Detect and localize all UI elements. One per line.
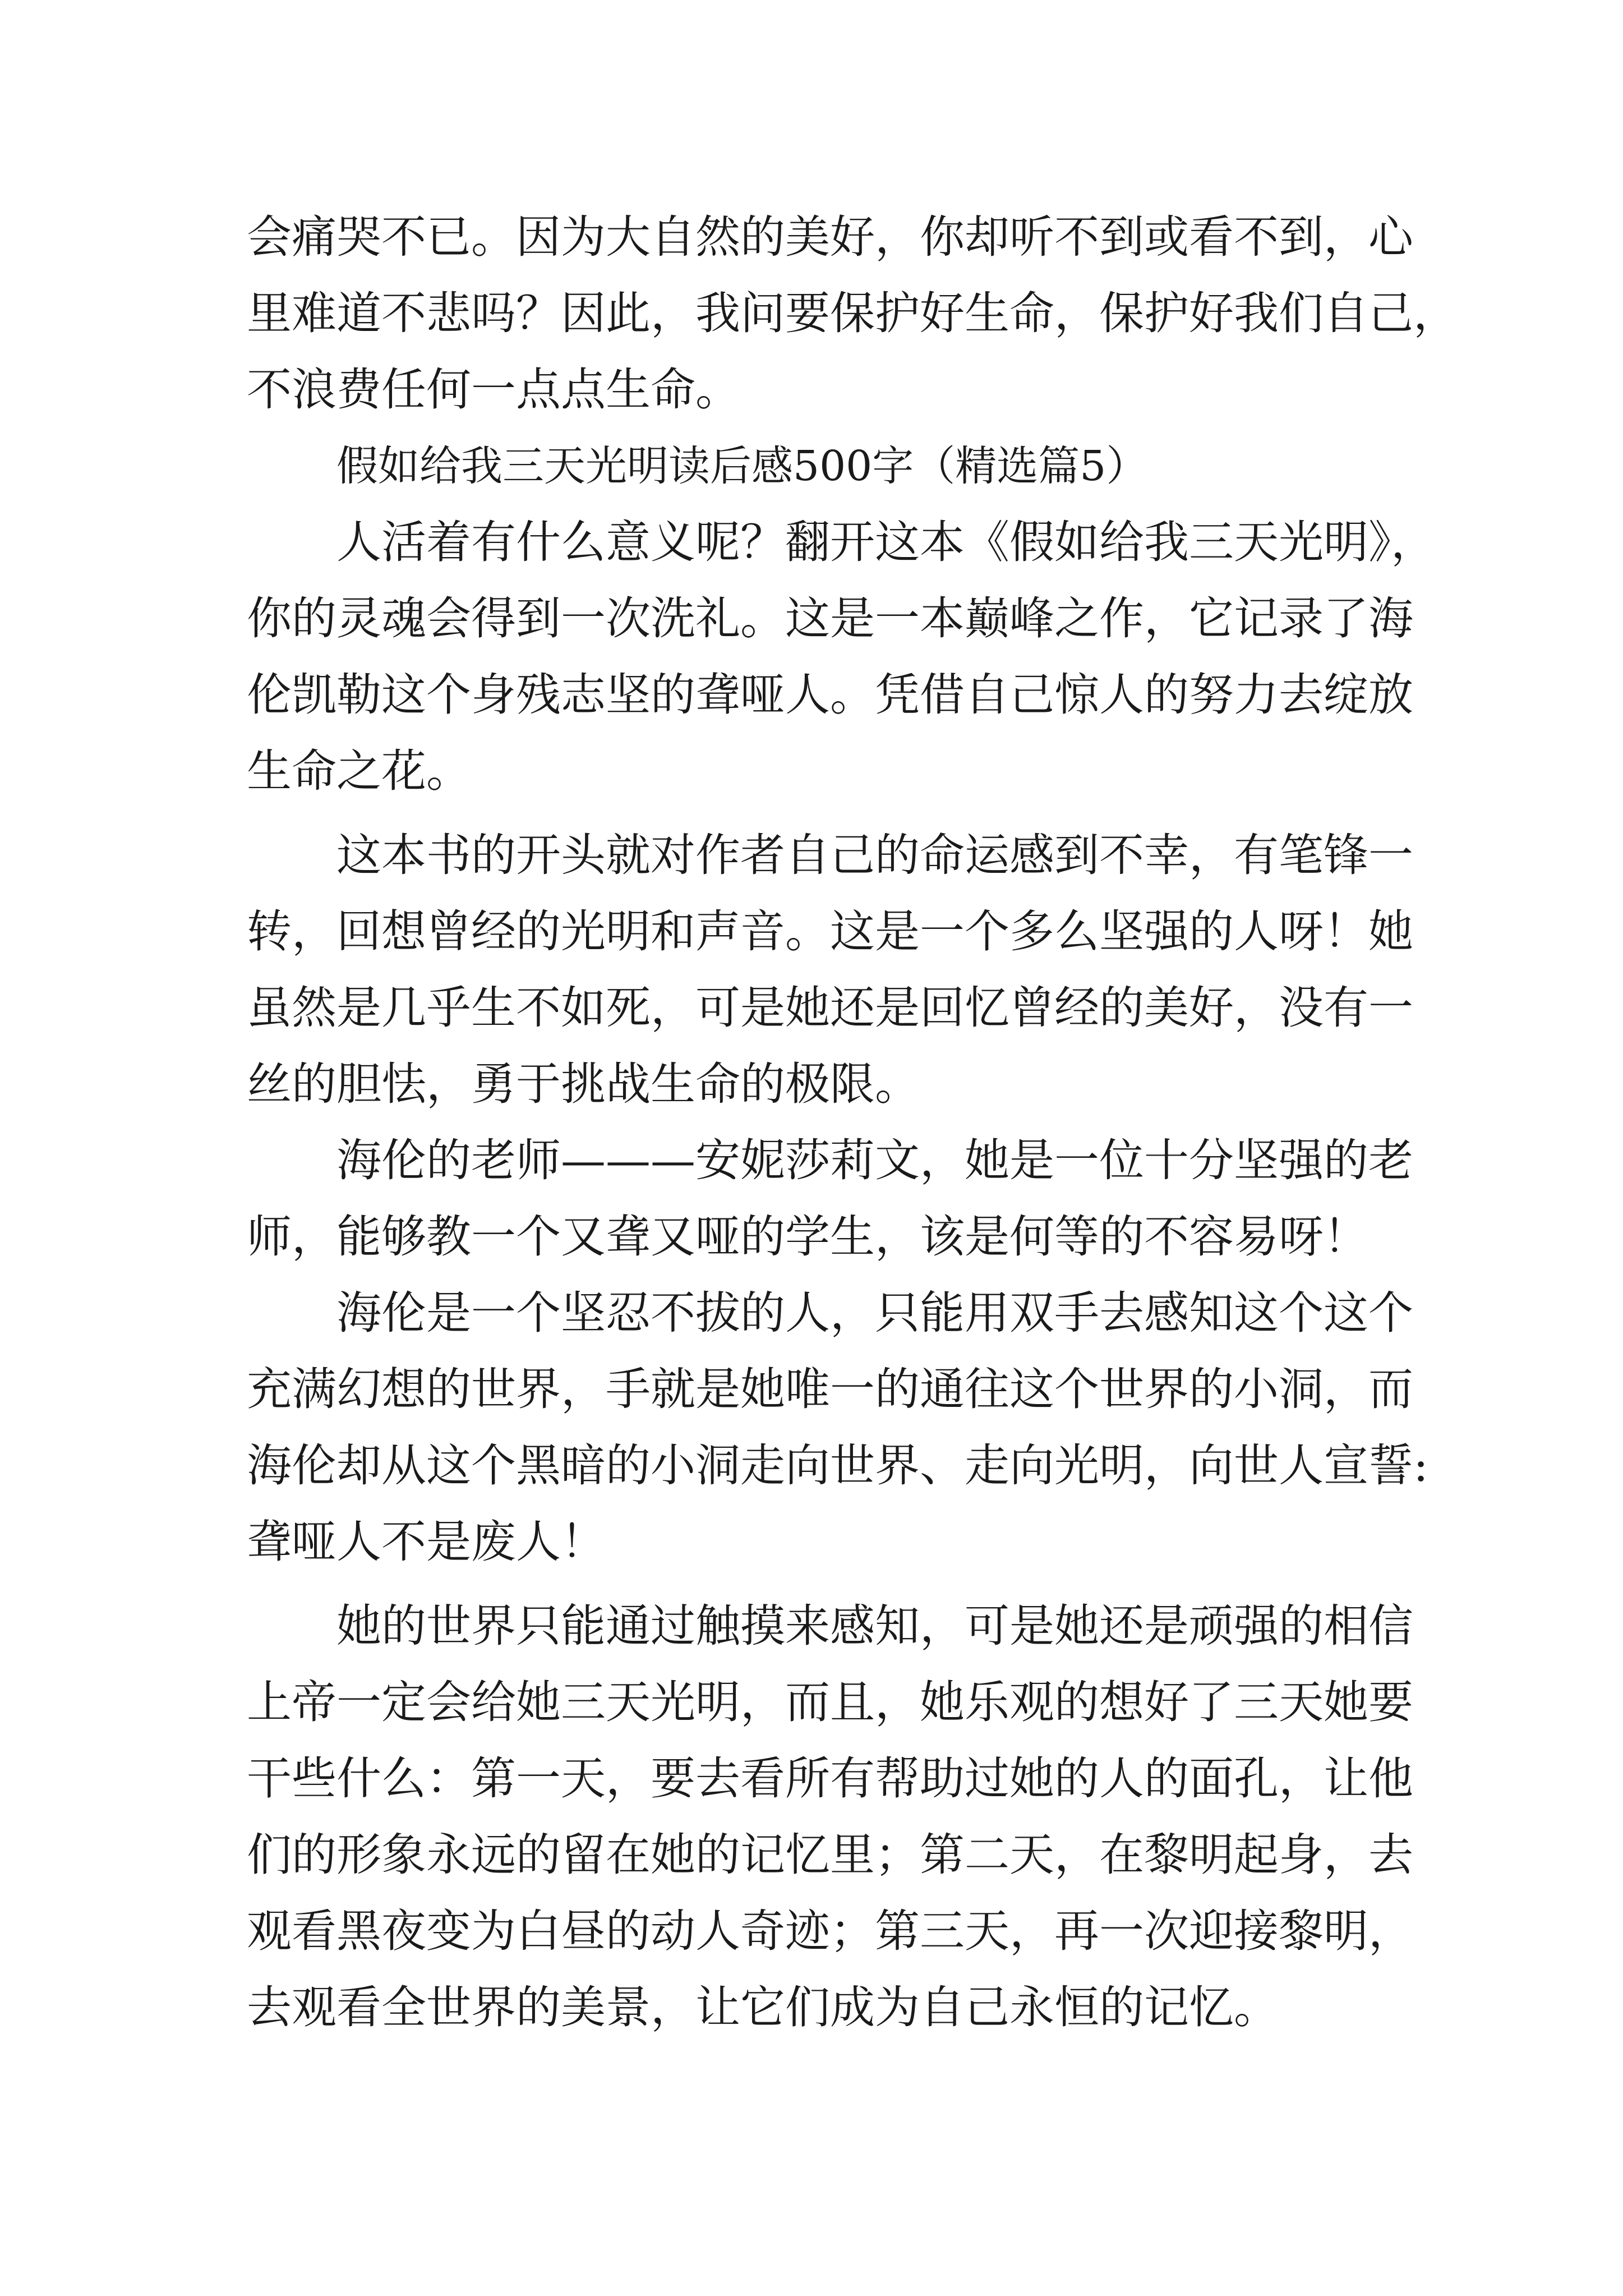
paragraph-first-line: 她的世界只能通过触摸来感知，可是她还是顽强的相信: [336, 1600, 1413, 1652]
text-line: 师，能够教一个又聋又哑的学生，该是何等的不容易呀！: [247, 1211, 1368, 1263]
text-line: 不浪费任何一点点生命。: [247, 364, 740, 416]
text-line: 里难道不悲吗？因此，我问要保护好生命，保护好我们自己，: [247, 287, 1458, 339]
text-line: 们的形象永远的留在她的记忆里；第二天，在黎明起身，去: [247, 1829, 1413, 1881]
text-line: 伦凯勒这个身残志坚的聋哑人。凭借自己惊人的努力去绽放: [247, 669, 1413, 721]
paragraph-first-line: 海伦是一个坚忍不拔的人，只能用双手去感知这个这个: [336, 1287, 1413, 1339]
text-line: 海伦却从这个黑暗的小洞走向世界、走向光明，向世人宣誓:: [247, 1439, 1428, 1492]
text-line: 丝的胆怯，勇于挑战生命的极限。: [247, 1058, 920, 1110]
text-line: 聋哑人不是废人！: [247, 1516, 606, 1568]
text-line: 去观看全世界的美景，让它们成为自己永恒的记忆。: [247, 1981, 1279, 2033]
text-line: 生命之花。: [247, 745, 471, 797]
text-line: 干些什么：第一天，要去看所有帮助过她的人的面孔，让他: [247, 1752, 1413, 1805]
section-title: 假如给我三天光明读后感500字（精选篇5）: [336, 442, 1148, 490]
text-line: 你的灵魂会得到一次洗礼。这是一本巅峰之作，它记录了海: [247, 592, 1413, 645]
document-body: [247, 199, 1458, 2046]
text-line: 观看黑夜变为白昼的动人奇迹；第三天，再一次迎接黎明，: [247, 1905, 1413, 1957]
text-line: 充满幻想的世界，手就是她唯一的通往这个世界的小洞，而: [247, 1363, 1413, 1415]
text-line: 转，回想曾经的光明和声音。这是一个多么坚强的人呀！她: [247, 905, 1413, 958]
text-line: 虽然是几乎生不如死，可是她还是回忆曾经的美好，没有一: [247, 982, 1413, 1034]
paragraph-first-line: 人活着有什么意义呢？翻开这本《假如给我三天光明》，: [336, 516, 1436, 568]
paragraph-first-line: 海伦的老师———安妮莎莉文，她是一位十分坚强的老: [336, 1134, 1413, 1186]
text-line: 上帝一定会给她三天光明，而且，她乐观的想好了三天她要: [247, 1676, 1413, 1728]
paragraph-first-line: 这本书的开头就对作者自己的命运感到不幸，有笔锋一: [336, 829, 1413, 881]
text-line: 会痛哭不已。因为大自然的美好，你却听不到或看不到，心: [247, 211, 1413, 263]
